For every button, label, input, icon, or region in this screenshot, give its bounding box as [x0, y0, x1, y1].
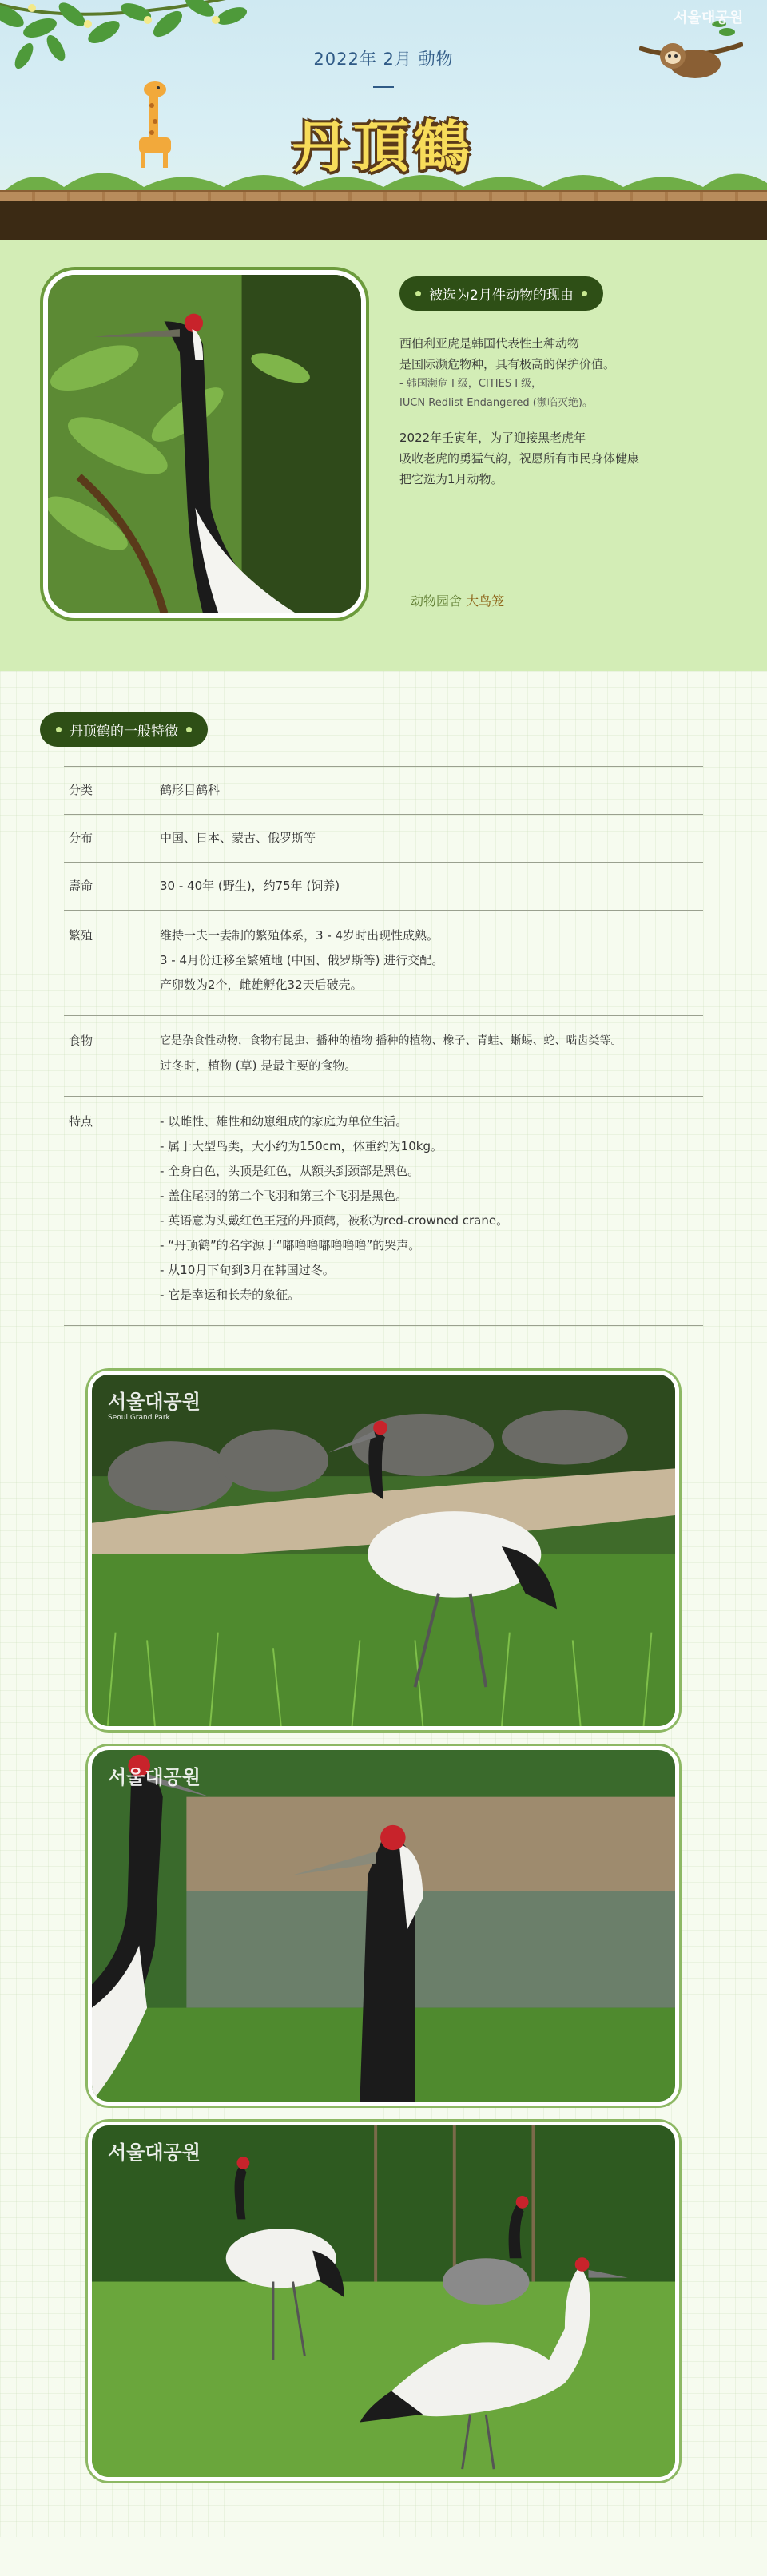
intro-line: 把它选为1月动物。 — [399, 472, 503, 486]
row-line: 产卵数为2个，雌雄孵化32天后破壳。 — [160, 978, 363, 992]
row-key: 分类 — [69, 783, 93, 797]
row-line: 鹤形目鹤科 — [160, 783, 221, 797]
row-key: 壽命 — [69, 879, 93, 893]
intro-note: IUCN Redlist Endangered (濒临灭绝)。 — [399, 397, 593, 409]
intro-paragraph-1 — [399, 333, 735, 413]
row-line: - 以雌性、雄性和幼崽组成的家庭为单位生活。 — [160, 1114, 408, 1129]
row-line: - 从10月下旬到3月在韩国过冬。 — [160, 1263, 335, 1277]
fence-decoration — [0, 190, 767, 201]
row-value — [160, 826, 703, 851]
location-value: 大鸟笼 — [466, 593, 505, 609]
table-row — [64, 767, 703, 815]
row-line: - 英语意为头戴红色王冠的丹顶鹤，被称为red-crowned crane。 — [160, 1213, 509, 1228]
intro-note: - 韩国濒危 I 级，CITIES I 级， — [399, 378, 542, 390]
gallery-photo-2 — [88, 1746, 679, 2106]
watermark-subtext: Seoul Grand Park — [108, 1414, 170, 1422]
table-row — [64, 1016, 703, 1097]
row-key: 特点 — [69, 1114, 93, 1129]
gallery-photo-1 — [88, 1371, 679, 1730]
row-line: 3 - 4月份迁移至繁殖地 (中国、俄罗斯等) 进行交配。 — [160, 953, 444, 967]
row-line: - “丹顶鹤”的名字源于“嘟噜噜嘟噜噜噜”的哭声。 — [160, 1238, 421, 1252]
watermark-text: 서울대공원 — [108, 2141, 201, 2164]
row-line: - 盖住尾羽的第二个飞羽和第三个飞羽是黑色。 — [160, 1189, 408, 1203]
giraffe-illustration — [128, 73, 184, 169]
row-line: 中国、日本、蒙古、俄罗斯等 — [160, 831, 316, 845]
features-table — [64, 766, 703, 1326]
features-badge-label: 丹顶鹤的一般特徵 — [70, 724, 178, 740]
row-line: 过冬时，植物 (草) 是最主要的食物。 — [160, 1058, 357, 1073]
header-subtitle — [0, 46, 767, 88]
bullet-dot-icon — [415, 291, 421, 296]
intro-text-block — [399, 276, 735, 490]
row-value — [160, 874, 703, 899]
intro-line: 2022年壬寅年，为了迎接黑老虎年 — [399, 431, 586, 445]
intro-section — [0, 240, 767, 671]
table-row — [64, 911, 703, 1016]
watermark-logo — [108, 1386, 201, 1422]
page-header — [0, 0, 767, 240]
enclosure-location — [411, 591, 504, 609]
intro-line: 是国际濒危物种，具有极高的保护价值。 — [399, 357, 616, 371]
watermark-logo — [108, 1761, 201, 1789]
row-line: - 属于大型鸟类，大小约为150cm，体重约为10kg。 — [160, 1139, 443, 1153]
row-line: 维持一夫一妻制的繁殖体系，3 - 4岁时出现性成熟。 — [160, 928, 439, 943]
row-line: - 全身白色，头顶是红色，从额头到颈部是黑色。 — [160, 1164, 420, 1178]
reason-badge — [399, 276, 603, 311]
bullet-dot-icon — [56, 727, 62, 732]
title-divider — [373, 86, 394, 88]
table-row — [64, 1097, 703, 1326]
intro-line: 西伯利亚虎是韩国代表性土种动物 — [399, 336, 580, 351]
row-key: 繁殖 — [69, 928, 93, 943]
intro-paragraph-2 — [399, 427, 735, 490]
table-row — [64, 863, 703, 911]
watermark-logo — [108, 2137, 201, 2165]
page-title: 丹頂鶴 — [292, 113, 475, 180]
row-line: 30 - 40年 (野生)，约75年 (饲养) — [160, 879, 340, 893]
row-key: 分布 — [69, 831, 93, 845]
header-year-month: 2022年 2月 — [313, 50, 412, 69]
reason-badge-label: 被选为2月件动物的现由 — [429, 288, 574, 304]
row-key: 食物 — [69, 1034, 93, 1048]
row-line: 它是杂食性动物，食物有昆虫、播种的植物 播种的植物、橡子、青蛙、蜥蜴、蛇、啮齿类等。 — [160, 1034, 622, 1047]
header-category: 動物 — [418, 50, 454, 69]
row-value — [160, 1109, 703, 1308]
features-badge — [40, 712, 208, 747]
logo-text-header: 서울대공원 — [674, 10, 743, 26]
ground-decoration — [0, 201, 767, 240]
crane-portrait-photo — [43, 270, 366, 618]
table-row — [64, 815, 703, 863]
row-line: - 它是幸运和长寿的象征。 — [160, 1288, 300, 1302]
photo-gallery — [0, 1355, 767, 2537]
features-section — [0, 671, 767, 1355]
bullet-dot-icon — [582, 291, 587, 296]
row-value — [160, 1029, 703, 1078]
bullet-dot-icon — [186, 727, 192, 732]
watermark-text: 서울대공원 — [108, 1390, 201, 1413]
row-value — [160, 778, 703, 803]
gallery-photo-3 — [88, 2122, 679, 2481]
intro-line: 吸收老虎的勇猛气韵，祝愿所有市民身体健康 — [399, 451, 640, 466]
watermark-text: 서울대공원 — [108, 1765, 201, 1788]
location-label: 动物园舍 — [411, 593, 463, 609]
row-value — [160, 923, 703, 998]
